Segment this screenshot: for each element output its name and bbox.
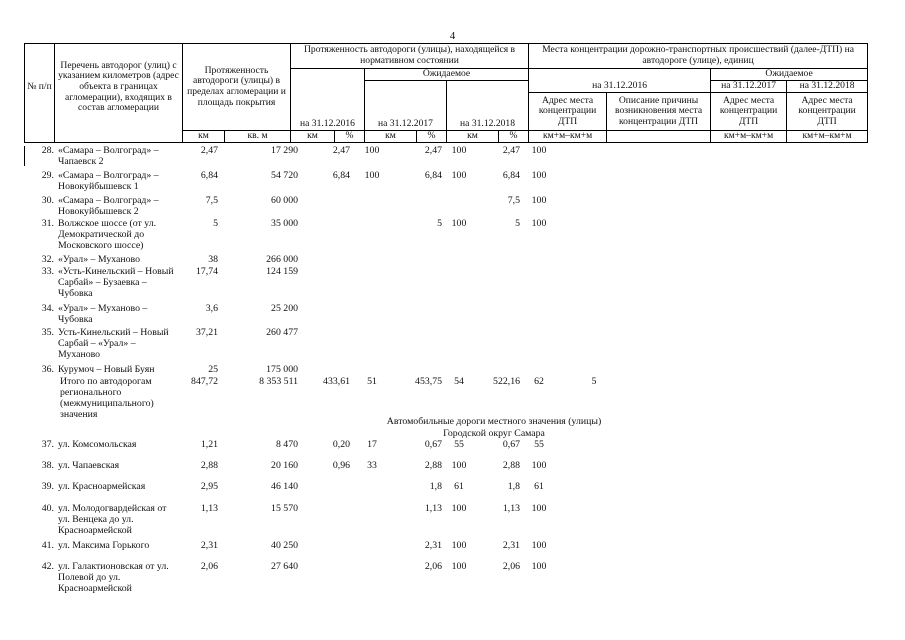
norm-km-2018: 1,13 bbox=[502, 503, 520, 514]
road-name: «Урал» – Муханово bbox=[58, 254, 140, 265]
norm-km-2018: 2,88 bbox=[502, 460, 520, 471]
norm-pct-2017: 100 bbox=[451, 218, 467, 229]
norm-pct-2017: 55 bbox=[454, 439, 464, 450]
road-name: «Самара – Волгоград» – Новокуйбышевск 2 bbox=[58, 195, 159, 217]
norm-pct-2017: 100 bbox=[451, 503, 467, 514]
norm-km-2016: 6,84 bbox=[332, 170, 350, 181]
unit-km-2018: км bbox=[447, 131, 499, 143]
norm-km-2017: 1,8 bbox=[429, 481, 442, 492]
road-name: Усть-Кинельский – Новый Сарбай – «Урал» – Муханово bbox=[58, 327, 169, 360]
total-label: Итого по автодорогам регионального (межмуниципального) значения bbox=[60, 376, 154, 420]
total-norm-pct-2017: 54 bbox=[454, 376, 464, 387]
header-expected: Ожидаемое bbox=[365, 69, 529, 81]
road-area: 25 200 bbox=[271, 303, 298, 314]
total-norm-km-2018: 522,16 bbox=[493, 376, 520, 387]
row-number: 39. bbox=[41, 481, 54, 492]
road-area: 27 640 bbox=[271, 561, 298, 572]
road-length: 7,5 bbox=[205, 195, 218, 206]
norm-pct-2018: 100 bbox=[531, 503, 547, 514]
header-dtp: Места концентрации дорожно-транспортных происшествий (далее-ДТП) на автодороге (улице), единиц bbox=[529, 44, 868, 69]
norm-km-2017: 1,13 bbox=[424, 503, 442, 514]
norm-pct-2018: 100 bbox=[531, 460, 547, 471]
norm-pct-2017: 100 bbox=[451, 540, 467, 551]
row-number: 29. bbox=[41, 170, 54, 181]
road-name: «Урал» – Муханово – Чубовка bbox=[58, 303, 148, 325]
road-area: 20 160 bbox=[271, 460, 298, 471]
road-name: ул. Галактионовская от ул. Полевой до ул. Красноармейской bbox=[58, 561, 169, 594]
section-title: Автомобильные дороги местного значения (улицы) bbox=[386, 416, 602, 427]
norm-km-2018: 7,5 bbox=[507, 195, 520, 206]
road-area: 8 470 bbox=[275, 439, 298, 450]
row-number: 38. bbox=[41, 460, 54, 471]
header-date-2018: на 31.12.2018 bbox=[447, 81, 529, 131]
header-date-2017: на 31.12.2017 bbox=[365, 81, 447, 131]
road-length: 1,13 bbox=[200, 503, 218, 514]
road-name: ул. Комсомольская bbox=[58, 439, 137, 450]
norm-pct-2018: 100 bbox=[531, 195, 547, 206]
row-number: 28. bbox=[41, 145, 54, 156]
row-number: 31. bbox=[41, 218, 54, 229]
table-header bbox=[24, 43, 868, 143]
table-body bbox=[24, 146, 867, 640]
header-date-2016: на 31.12.2016 bbox=[291, 69, 365, 131]
row-number: 32. bbox=[41, 254, 54, 265]
row-number: 41. bbox=[41, 540, 54, 551]
row-number: 35. bbox=[41, 327, 54, 338]
norm-km-2017: 2,31 bbox=[424, 540, 442, 551]
road-name: Волжское шоссе (от ул. Демократической до Московского шоссе) bbox=[58, 218, 157, 251]
norm-km-2017: 6,84 bbox=[424, 170, 442, 181]
road-name: «Самара – Волгоград» – Чапаевск 2 bbox=[58, 145, 159, 167]
road-area: 266 000 bbox=[266, 254, 298, 265]
norm-km-2016: 0,96 bbox=[332, 460, 350, 471]
norm-km-2018: 2,47 bbox=[502, 145, 520, 156]
header-dtp-date-2018: на 31.12.2018 bbox=[787, 81, 868, 93]
header-address-2016: Адрес места концентрации ДТП bbox=[529, 93, 607, 131]
road-length: 1,21 bbox=[200, 439, 218, 450]
norm-km-2017: 2,06 bbox=[424, 561, 442, 572]
unit-pct-2017: % bbox=[417, 131, 447, 143]
total-dtp-count: 5 bbox=[591, 376, 597, 387]
road-length: 25 bbox=[208, 364, 218, 375]
row-number: 30. bbox=[41, 195, 54, 206]
header-address-2018: Адрес места концентрации ДТП bbox=[787, 93, 868, 131]
road-area: 260 477 bbox=[266, 327, 298, 338]
norm-km-2018: 6,84 bbox=[502, 170, 520, 181]
norm-pct-2017: 100 bbox=[451, 561, 467, 572]
road-area: 46 140 bbox=[271, 481, 298, 492]
header-length: Протяженность автодороги (улицы) в пределах агломерации и площадь покрытия bbox=[183, 44, 291, 131]
norm-pct-2018: 61 bbox=[534, 481, 544, 492]
norm-km-2018: 0,67 bbox=[502, 439, 520, 450]
norm-km-2017: 5 bbox=[437, 218, 442, 229]
road-length: 2,47 bbox=[200, 145, 218, 156]
road-name: ул. Максима Горького bbox=[58, 540, 150, 551]
road-area: 15 570 bbox=[271, 503, 298, 514]
norm-km-2016: 2,47 bbox=[332, 145, 350, 156]
header-num: № п/п bbox=[25, 44, 55, 131]
norm-pct-2018: 100 bbox=[531, 170, 547, 181]
norm-km-2018: 5 bbox=[515, 218, 520, 229]
row-number: 42. bbox=[41, 561, 54, 572]
norm-km-2016: 0,20 bbox=[332, 439, 350, 450]
road-name: «Усть-Кинельский – Новый Сарбай» – Бузаевка – Чубовка bbox=[58, 266, 174, 299]
unit-kmm-2017: км+м–км+м bbox=[711, 131, 787, 143]
road-area: 40 250 bbox=[271, 540, 298, 551]
norm-km-2017: 2,88 bbox=[424, 460, 442, 471]
road-length: 2,88 bbox=[200, 460, 218, 471]
header-dtp-date-2016: на 31.12.2016 bbox=[529, 69, 711, 93]
norm-pct-2018: 55 bbox=[534, 439, 544, 450]
unit-km-2016: км bbox=[291, 131, 335, 143]
road-name: Курумоч – Новый Буян bbox=[58, 364, 155, 375]
unit-kmm-2018: км+м–км+м bbox=[787, 131, 868, 143]
road-length: 6,84 bbox=[200, 170, 218, 181]
road-area: 175 000 bbox=[266, 364, 298, 375]
section-subtitle: Городской округ Самара bbox=[443, 428, 545, 439]
norm-km-2018: 2,06 bbox=[502, 561, 520, 572]
header-reason: Описание причины возникновения места концентрации ДТП bbox=[607, 93, 711, 131]
norm-pct-2016: 33 bbox=[367, 460, 377, 471]
header-dtp-expected: Ожидаемое bbox=[711, 69, 868, 81]
road-length: 2,31 bbox=[200, 540, 218, 551]
norm-pct-2017: 100 bbox=[451, 145, 467, 156]
road-length: 38 bbox=[208, 254, 218, 265]
header-norm: Протяженность автодороги (улицы), находящейся в нормативном состоянии bbox=[291, 44, 529, 69]
norm-pct-2016: 100 bbox=[364, 170, 380, 181]
total-length: 847,72 bbox=[191, 376, 218, 387]
road-length: 2,95 bbox=[200, 481, 218, 492]
unit-area: кв. м bbox=[225, 131, 291, 143]
road-area: 17 290 bbox=[271, 145, 298, 156]
header-name: Перечень автодорог (улиц) с указанием километров (адрес объекта в границах агломерации), входящих в состав агломерации bbox=[55, 44, 183, 131]
header-address-2017: Адрес места концентрации ДТП bbox=[711, 93, 787, 131]
unit-km: км bbox=[183, 131, 225, 143]
total-norm-pct-2016: 51 bbox=[367, 376, 377, 387]
total-norm-pct-2018: 62 bbox=[534, 376, 544, 387]
norm-pct-2017: 100 bbox=[451, 170, 467, 181]
row-number: 36. bbox=[41, 364, 54, 375]
row-number: 40. bbox=[41, 503, 54, 514]
total-norm-km-2016: 433,61 bbox=[323, 376, 350, 387]
page-number: 4 bbox=[449, 30, 456, 42]
road-name: ул. Чапаевская bbox=[58, 460, 120, 471]
total-norm-km-2017: 453,75 bbox=[415, 376, 442, 387]
norm-km-2017: 0,67 bbox=[424, 439, 442, 450]
unit-pct-2016: % bbox=[335, 131, 365, 143]
unit-km-2017: км bbox=[365, 131, 417, 143]
unit-pct-2018: % bbox=[499, 131, 529, 143]
unit-kmm-2016: км+м–км+м bbox=[529, 131, 607, 143]
road-name: «Самара – Волгоград» – Новокуйбышевск 1 bbox=[58, 170, 159, 192]
road-length: 5 bbox=[213, 218, 218, 229]
norm-pct-2018: 100 bbox=[531, 145, 547, 156]
road-name: ул. Красноармейская bbox=[58, 481, 146, 492]
norm-pct-2017: 61 bbox=[454, 481, 464, 492]
road-length: 17,74 bbox=[195, 266, 218, 277]
row-number: 37. bbox=[41, 439, 54, 450]
row-number: 33. bbox=[41, 266, 54, 277]
road-area: 60 000 bbox=[271, 195, 298, 206]
road-area: 35 000 bbox=[271, 218, 298, 229]
row-number: 34. bbox=[41, 303, 54, 314]
norm-km-2017: 2,47 bbox=[424, 145, 442, 156]
norm-pct-2018: 100 bbox=[531, 540, 547, 551]
norm-km-2018: 1,8 bbox=[507, 481, 520, 492]
total-area: 8 353 511 bbox=[259, 376, 298, 387]
norm-pct-2016: 17 bbox=[367, 439, 377, 450]
norm-pct-2017: 100 bbox=[451, 460, 467, 471]
road-length: 3,6 bbox=[205, 303, 218, 314]
road-length: 37,21 bbox=[195, 327, 218, 338]
norm-pct-2018: 100 bbox=[531, 561, 547, 572]
road-name: ул. Молодогвардейская от ул. Венцека до ул. Красноармейской bbox=[58, 503, 167, 536]
road-length: 2,06 bbox=[200, 561, 218, 572]
road-area: 54 720 bbox=[271, 170, 298, 181]
norm-km-2018: 2,31 bbox=[502, 540, 520, 551]
header-dtp-date-2017: на 31.12.2017 bbox=[711, 81, 787, 93]
norm-pct-2016: 100 bbox=[364, 145, 380, 156]
norm-pct-2018: 100 bbox=[531, 218, 547, 229]
road-area: 124 159 bbox=[266, 266, 298, 277]
